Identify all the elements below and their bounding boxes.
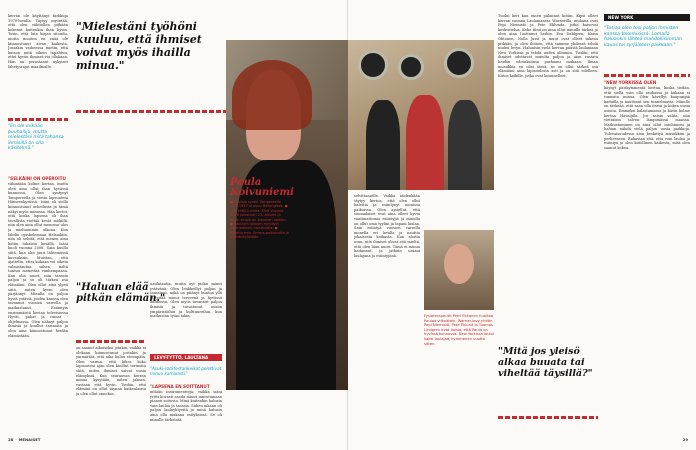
- gold-record: [444, 48, 474, 78]
- right-col3-text: [604, 86, 690, 416]
- left-col1-rest-text: vähintään kolme kertaa, mutta olen aina ollut ihan hyvässä kunnossa. Olen syntynyt Tampereella ja vietin lapsuuteni Hämeenkyrössä. Isäni oli siellä kiinnostunut urheilusta ja tämä näkyi myös minussa. Hän kertoi, että koska lapsena oli ihan tavallista viettää kesät mökillä, niin olen aina ollut menossa ulos ja mieluummin ulkona. Kun lähdin opiskelemaan Helsinkiin, niin oli selvää, että menen aina kotiin takaisin kesällä. Isäni kuoli vuonna 2008. Sain kuulla siitä, kun olin juuri lähtemässä kuvauksiin. Muistan, että ajattelin, ettei kukaan voi oikein valmistautua siihen, miltä tuntuu menettää vanhempansa. Kun olin nuori, niin tanssin paljon ja se oli tärkeä osa elämääni. Olen ollut aina ylpeä siitä, miten hyvin olen pärjännyt. Minulla on paljon hyviä ystäviä, joiden kanssa olen tavannut vuosien varrella ja matkustanut. Esiinnyin ensimmäistä kertaa televisiossa Hyvät, pahat ja rumat -ohjelmassa. Olen nähnyt paljon ihmisiä ja kuullut tarinoita ja olen aina kiinnostunut heidän elämästään.: [8, 182, 68, 338]
- person-silhouette: [448, 100, 482, 190]
- divider-dashed: [604, 74, 690, 77]
- left-col1-top: [8, 14, 68, 116]
- right-col1-text-p: selvittanutlle. Vaikka niidenkään täytyy kertoa, että olen ollut balettia ja esiintynyt monissa paikoissa. Olen ajatellut, että suomalaiset ovat aina olleet hyvin vaatimattomia esiintyjiä ja minulla on ollut oma tyylini ja tapani laulaa. Sain esiintyä vuosien varrella monella eri lavalla ja nauttia jokaisesta keikasta. Kun aloitin uran, niin ihmiset olivat sitä mieltä, että olen liian nuori. Tämä ei minua haitannut, ja jatkoin uraani laulajana ja esiintyjänä.: [354, 194, 420, 258]
- left-col2-text2: [76, 346, 146, 418]
- photo-caption: Fysioterapeutti Petri Ekkanen huoltaa Paulaa viikoittain. Warner-levy-yhtiön Pepi Niemistö, Pete Eklund ja Tuomas Lindgren ovat iloisia, että Paula on hyvissä kunnossa. New Yorkissa lauloi kaksi laulajaa, kymmenen vuotta sitten.: [424, 314, 494, 346]
- gold-record: [358, 50, 388, 80]
- left-col2-text3-p: mitään instrumentteja, vaikka isäni yritti kovasti saada minut innostumaan pianon soitosta. Minä kuitenkin halusin vain laulaa ja tanssia. Siihen aikaan oli paljon lauluyhtyeitä ja minä halusin aina olla mukana esityksissä. Se oli minulle tärkeintä.: [150, 390, 222, 422]
- name-last: Koivuniemi: [230, 187, 294, 198]
- left-col2-text2-p: on saanut aikaiseksi jotakin, vaikka ei olekaan kiinnostunut jostakin ja ymmärtää, että aika kuluu eteenpäin. Olen varma, että lähes koko lapsuuteni ajan olen kuullut tarinoita siitä, miten ihmiset saivat uusia elämyksiä. Kun seuraavan kerran minua kysytään, miten jaksan, vastaan että hyvin. Tiedän, että elämäni on ollut täynnä kaikenlaista ja olen ollut onnekas.: [76, 346, 146, 396]
- sub-new-york: "NEW YORKISSA OLEN: [604, 80, 657, 85]
- photo-face: [444, 244, 474, 284]
- page-number-right: 29: [682, 437, 688, 442]
- band-new-york: NEW YORK: [604, 14, 690, 21]
- divider-dashed: [76, 340, 146, 343]
- page-number-left: 28: [8, 437, 14, 442]
- footer-left: [8, 437, 40, 442]
- left-col1-rest: [8, 182, 68, 412]
- person-silhouette: [406, 95, 444, 190]
- gold-record: [398, 54, 424, 80]
- name-first: Paula: [230, 177, 262, 188]
- divider-dashed: [76, 110, 226, 113]
- bottom-pull-quote: "Haluan elää pitkän elämän.": [76, 282, 166, 304]
- left-col2-text-p: naulatautia, mutta nyt pidän minut ystävänä. Olen lenkkeillyt paljon ja tanssinut, mikä on pitänyt kuntoa yllä ja pitää minut terveenä ja hyvässä kunnossa. Olen myös tavannut paljon ihmisiä ja tutustunut uusiin ympäristöihin ja kulttuureihin, kun matkustan työni takia.: [150, 282, 222, 319]
- small-photo: [424, 230, 494, 310]
- right-pull-quote: "Mitä jos yleisö alkaa buuata tai viheltää täysillä?": [498, 346, 593, 379]
- quote-new-york: "Tosiaa olen tosi paljon ihmisten kanssa tekemisissä. Lomalla haluankin lähteä mahdollisimman kauas tai syrjäiseen paikkaan.": [604, 26, 682, 48]
- bio-text: ● Laulaja syntyi Tampereella 10.6.1947 ja asuu Helsingissä. ● Ura 1960-luvulta. Sinä Vuonna 2009 julkaistiin 23. albumi ja uusin single on Aikuinen nainen. ● Kaikkien aikojen myydyin suomalainen naislaulaja. ● Palkittu mm. Emma-palkinnolla ja elämäntyöstään.: [230, 200, 289, 240]
- divider-dashed: [8, 118, 68, 121]
- sub-selkaini: "SELKÄINI ON OPEROITU: [8, 176, 66, 181]
- right-col1-text: [354, 194, 420, 414]
- right-col2-text-p: Tuolni keri kun einen palannut kotiin. Kipsi olleet kerran vuonna Laulamaassa Warnerilla, mukana ovat Pepi Niemistö ja Pete Eklunda, jotka katsovat keskustelua. Koko tiimi on aina ollut minulle tärkeä ja olen aina luottanut heihin. Eva Dahlgren, Kaisa Ohtonen, Nolla Jussi ja muut ovat olleet tukena pitkään, ja olen iloinen, että saimme yhdessä tehdä uuden levyn. Haluaisin vielä kerran päästä laulamaan New Yorkissa ja tehdä uuden albumin. Tiedän, että ihmiset odottavat minulta paljon ja aion vastata heidän odotuksiinsa parhaani mukaan. Ilman musiikkia en olisi tässä, se on ollut tärkeä osa elämääni aina lapsuudesta asti ja on sitä edelleen. Kiitos kaikille, jotka ovat kuunnelleet.: [498, 14, 598, 78]
- magazine-name: MENAISET: [18, 437, 41, 442]
- sub-lapsena: "LAPSENA EN SOITTANUT: [150, 384, 210, 389]
- footer-right: [683, 437, 688, 442]
- right-page: [348, 0, 696, 450]
- left-quote1: "En ole mikään puuhailija, mutta mielestäni mitä tahansa ihmisillä on olla käsitelmä.": [8, 124, 64, 152]
- divider-dashed: [498, 416, 598, 419]
- person-silhouette: [366, 100, 400, 190]
- photo-hair: [232, 60, 312, 130]
- main-pull-quote: "Mielestäni työhöni kuuluu, että ihmiset voivat myös ihailla minua.": [76, 20, 202, 72]
- left-col2-text: [150, 282, 222, 352]
- left-col1-top-text: kerran ole käyttänyt farkkuja 1970-luvulla. Täytyy myöntää, että olen vähitellen pitkään kokenut kuitenkin ihan hyvin. Tosin, että luin kirjan sitoudu, mutta muuten en enää ole kiinnostunut aivan kaikesta. Jossakin vaiheessa mietin, että katson mitä oikein tapahtuu, ettei hyvän ihmiset voi ollakaan. Hän on perustanut nykyiset lähetysrajat maailmalle.: [8, 14, 68, 69]
- quote-asuki: "Asuki-rockfestarikeikat pelottivat minua kamalasti.": [150, 366, 222, 377]
- right-col2-text: [498, 14, 598, 340]
- right-col3-text-p: käynyt parikymmentä kertaa, koska tiedän, että siellä voin olla rauhassa ja kukaan ei tunnista minua. Olen kävellyt kaupungin kaduilla ja nauttinut sen tunnelmasta. Minulle on tärkeää, että saan olla itseni ja kokea uusia asioita. Emmeksi kalastamassa ja kävin kolme kertaa Havaijilla. Jos saisin valita, niin viettäisin talven lämpimässä maassa. Matkustaminen on aina ollut intohimoni ja haluan nähdä vielä paljon uusia paikkoja. Tulevaisuudessa aion keskittyä musiikkiin ja perheeseen. Rakastan sitä, että voin laulaa ja esiintyä ja olen kiitollinen kaikesta, mitä olen saanut kokea.: [604, 86, 690, 150]
- group-photo: [348, 40, 494, 190]
- band-ley: LEVY-TYTTÖ, LAULTANA: [150, 354, 222, 361]
- left-col2-text3: [150, 390, 222, 424]
